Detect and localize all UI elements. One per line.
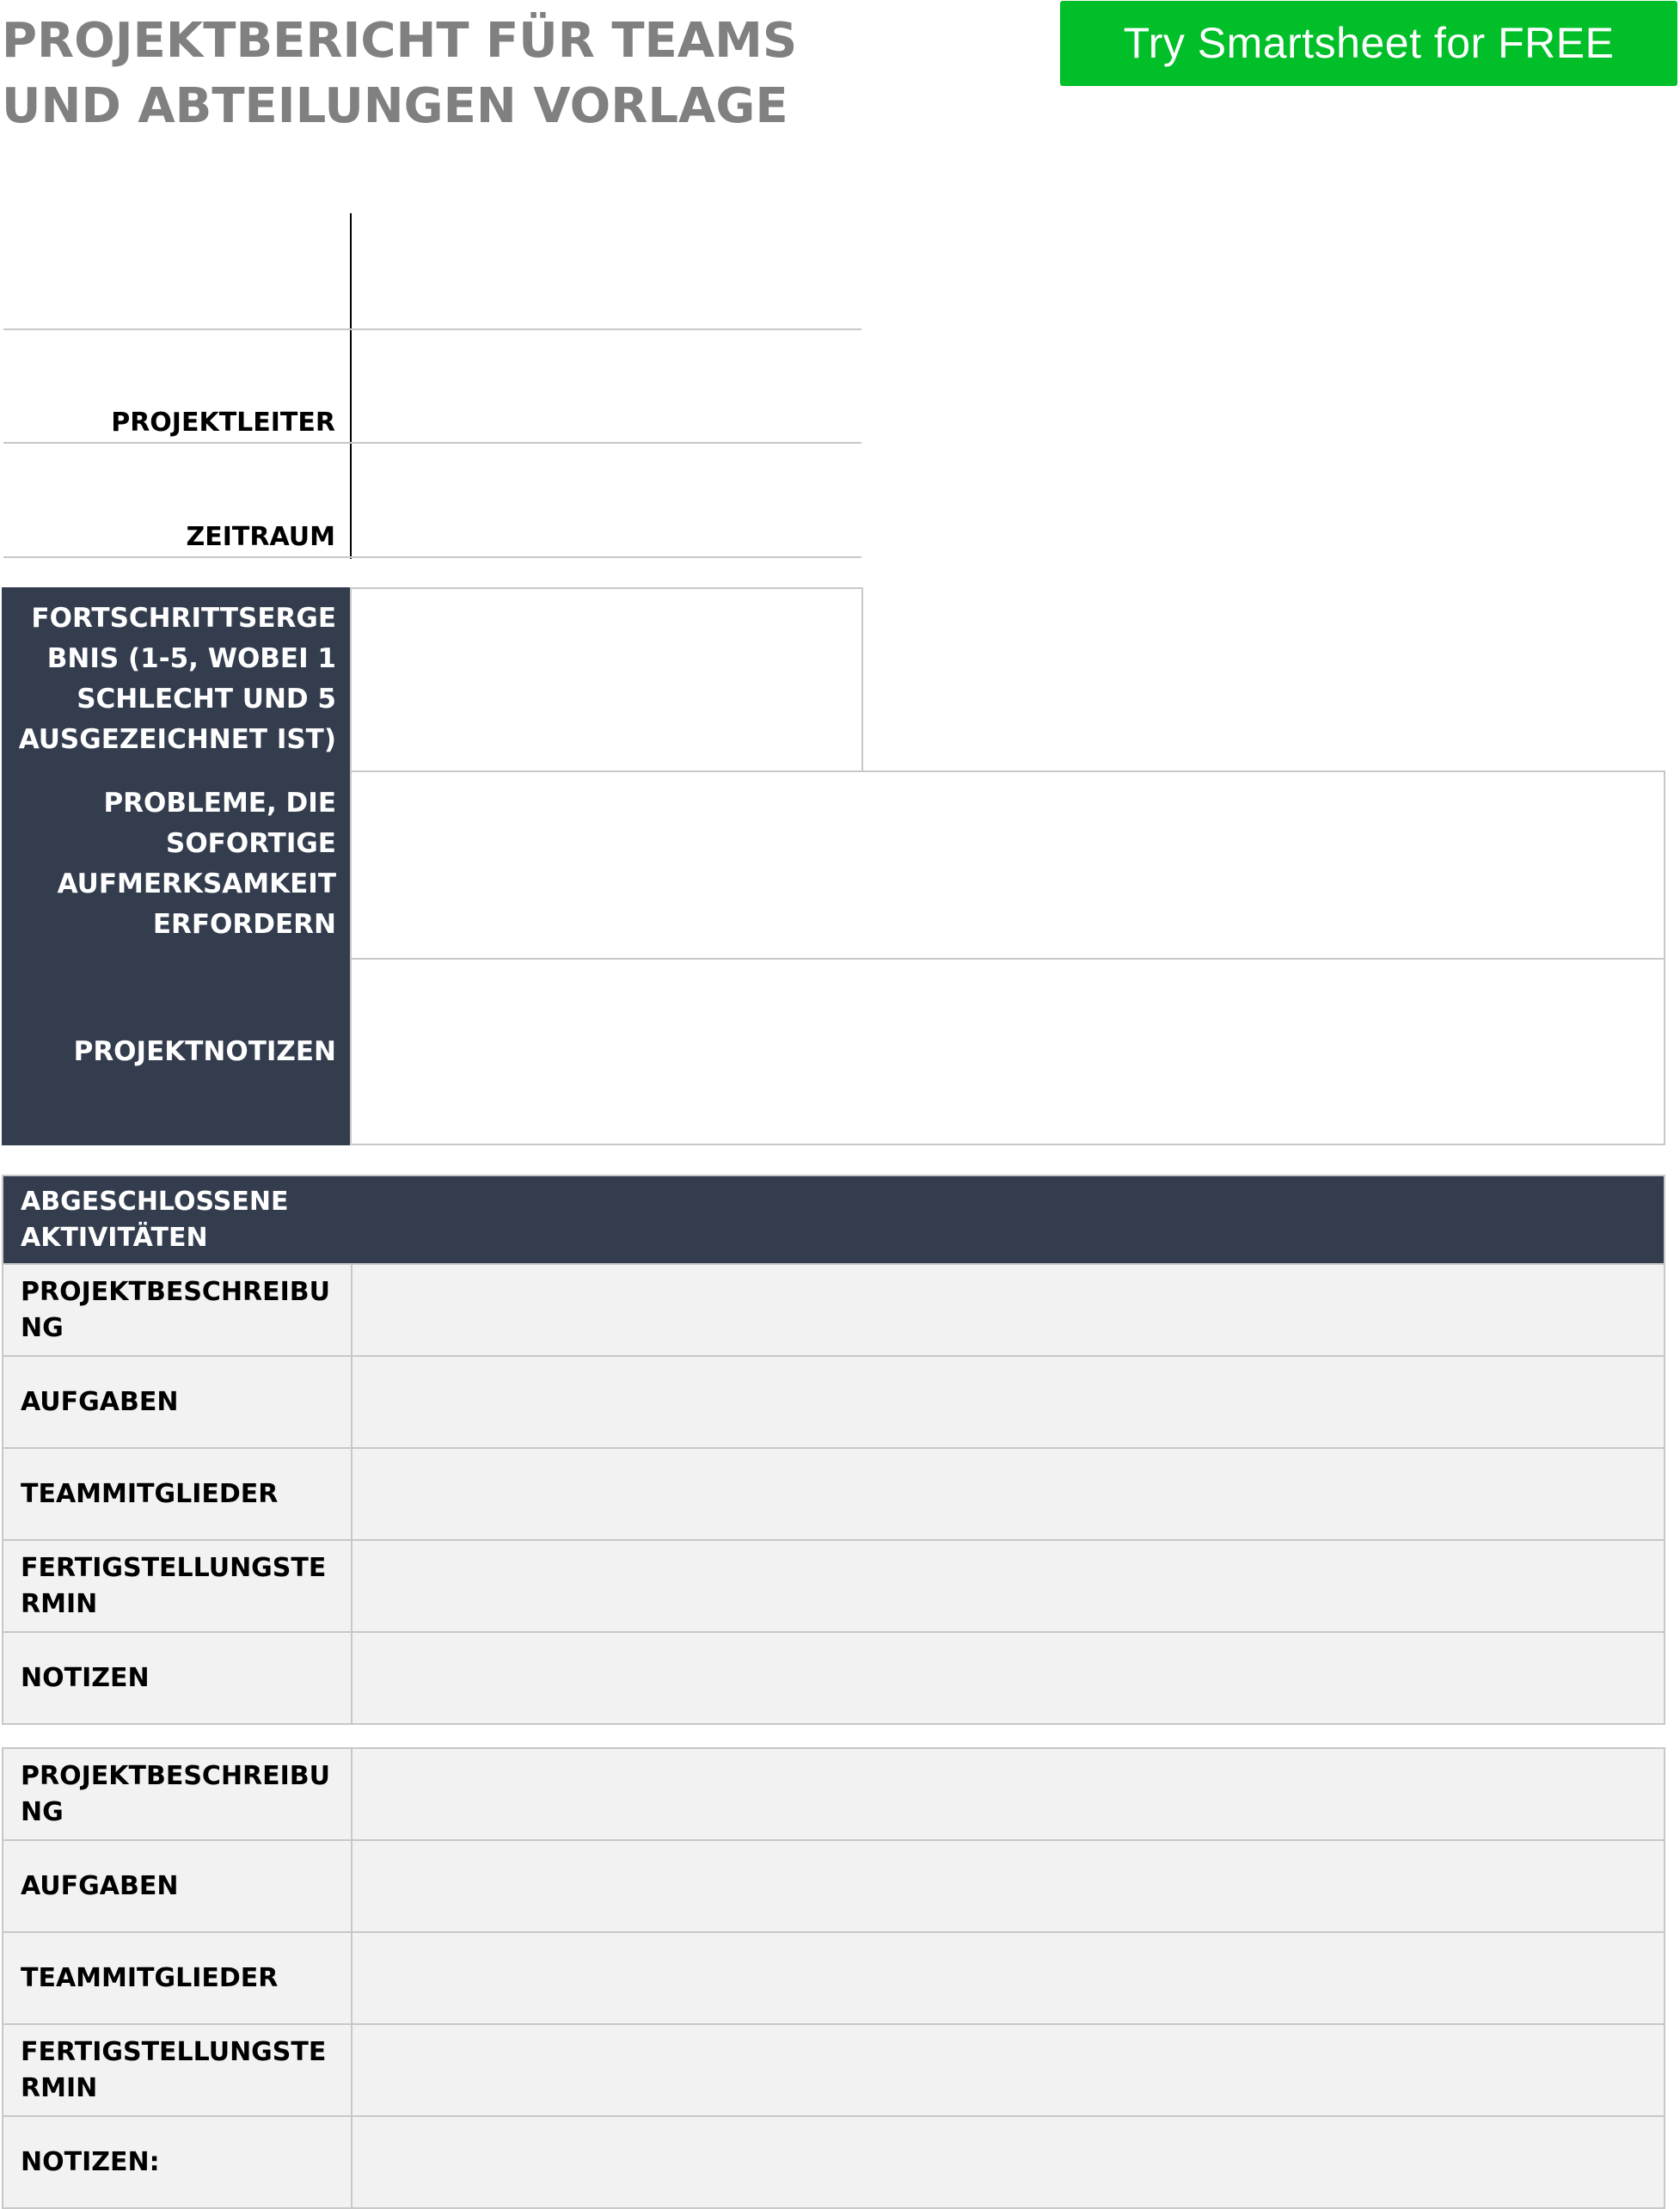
completed-activities-title: ABGESCHLOSSENE AKTIVITÄTEN	[21, 1186, 289, 1253]
row-label: PROJEKTBESCHREIBUNG	[3, 1265, 353, 1355]
row-value-field[interactable]	[353, 1265, 1664, 1355]
table-row	[3, 2117, 1664, 2207]
row-label: NOTIZEN	[3, 1633, 353, 1723]
notes-label	[2, 958, 350, 1145]
row-value-field[interactable]	[353, 2117, 1664, 2207]
issues-field[interactable]	[350, 770, 1665, 960]
notes-label-text: PROJEKTNOTIZEN	[73, 1035, 336, 1067]
completed-activities-table	[2, 1175, 1665, 1725]
table-row	[3, 1933, 1664, 2025]
row-label: FERTIGSTELLUNGSTERMIN	[3, 2025, 353, 2115]
table-row	[3, 1265, 1664, 1357]
table-row	[3, 1541, 1664, 1633]
row-label: FERTIGSTELLUNGSTERMIN	[3, 1541, 353, 1631]
row-value-field[interactable]	[353, 1933, 1664, 2023]
completed-activities-header	[3, 1176, 1664, 1265]
info-divider	[3, 556, 861, 558]
progress-label-text: FORTSCHRITTSERGE BNIS (1-5, WOBEI 1 SCHLECHT UND 5 AUSGEZEICHNET IST)	[18, 602, 336, 755]
row-label: TEAMMITGLIEDER	[3, 1449, 353, 1539]
table-row	[3, 1841, 1664, 1933]
table-row	[3, 1357, 1664, 1449]
try-smartsheet-button[interactable]: Try Smartsheet for FREE	[1060, 1, 1677, 86]
progress-label	[2, 587, 350, 770]
issues-label-text: PROBLEME, DIE SOFORTIGE AUFMERKSAMKEIT ERFORDERN	[57, 788, 336, 940]
period-field[interactable]	[353, 444, 861, 554]
row-value-field[interactable]	[353, 2025, 1664, 2115]
info-divider-vertical	[350, 213, 352, 559]
info-field-top[interactable]	[353, 213, 861, 328]
table-row	[3, 1449, 1664, 1541]
project-lead-field[interactable]	[353, 330, 861, 440]
row-value-field[interactable]	[353, 1749, 1664, 1839]
project-lead-label: PROJEKTLEITER	[111, 408, 335, 438]
issues-label	[2, 770, 350, 958]
row-label: AUFGABEN	[3, 1357, 353, 1447]
table-row	[3, 2025, 1664, 2117]
row-value-field[interactable]	[353, 1357, 1664, 1447]
row-label: TEAMMITGLIEDER	[3, 1933, 353, 2023]
second-project-table	[2, 1747, 1665, 2209]
row-label: NOTIZEN:	[3, 2117, 353, 2207]
table-row	[3, 1633, 1664, 1723]
period-label: ZEITRAUM	[186, 522, 335, 552]
row-label: AUFGABEN	[3, 1841, 353, 1931]
row-value-field[interactable]	[353, 1449, 1664, 1539]
row-label: PROJEKTBESCHREIBUNG	[3, 1749, 353, 1839]
page-title: PROJEKTBERICHT FÜR TEAMS UND ABTEILUNGEN VORLAGE	[2, 13, 798, 134]
row-value-field[interactable]	[353, 1541, 1664, 1631]
table-row	[3, 1749, 1664, 1841]
row-value-field[interactable]	[353, 1633, 1664, 1723]
notes-field[interactable]	[350, 958, 1665, 1145]
progress-field[interactable]	[350, 587, 863, 772]
row-value-field[interactable]	[353, 1841, 1664, 1931]
